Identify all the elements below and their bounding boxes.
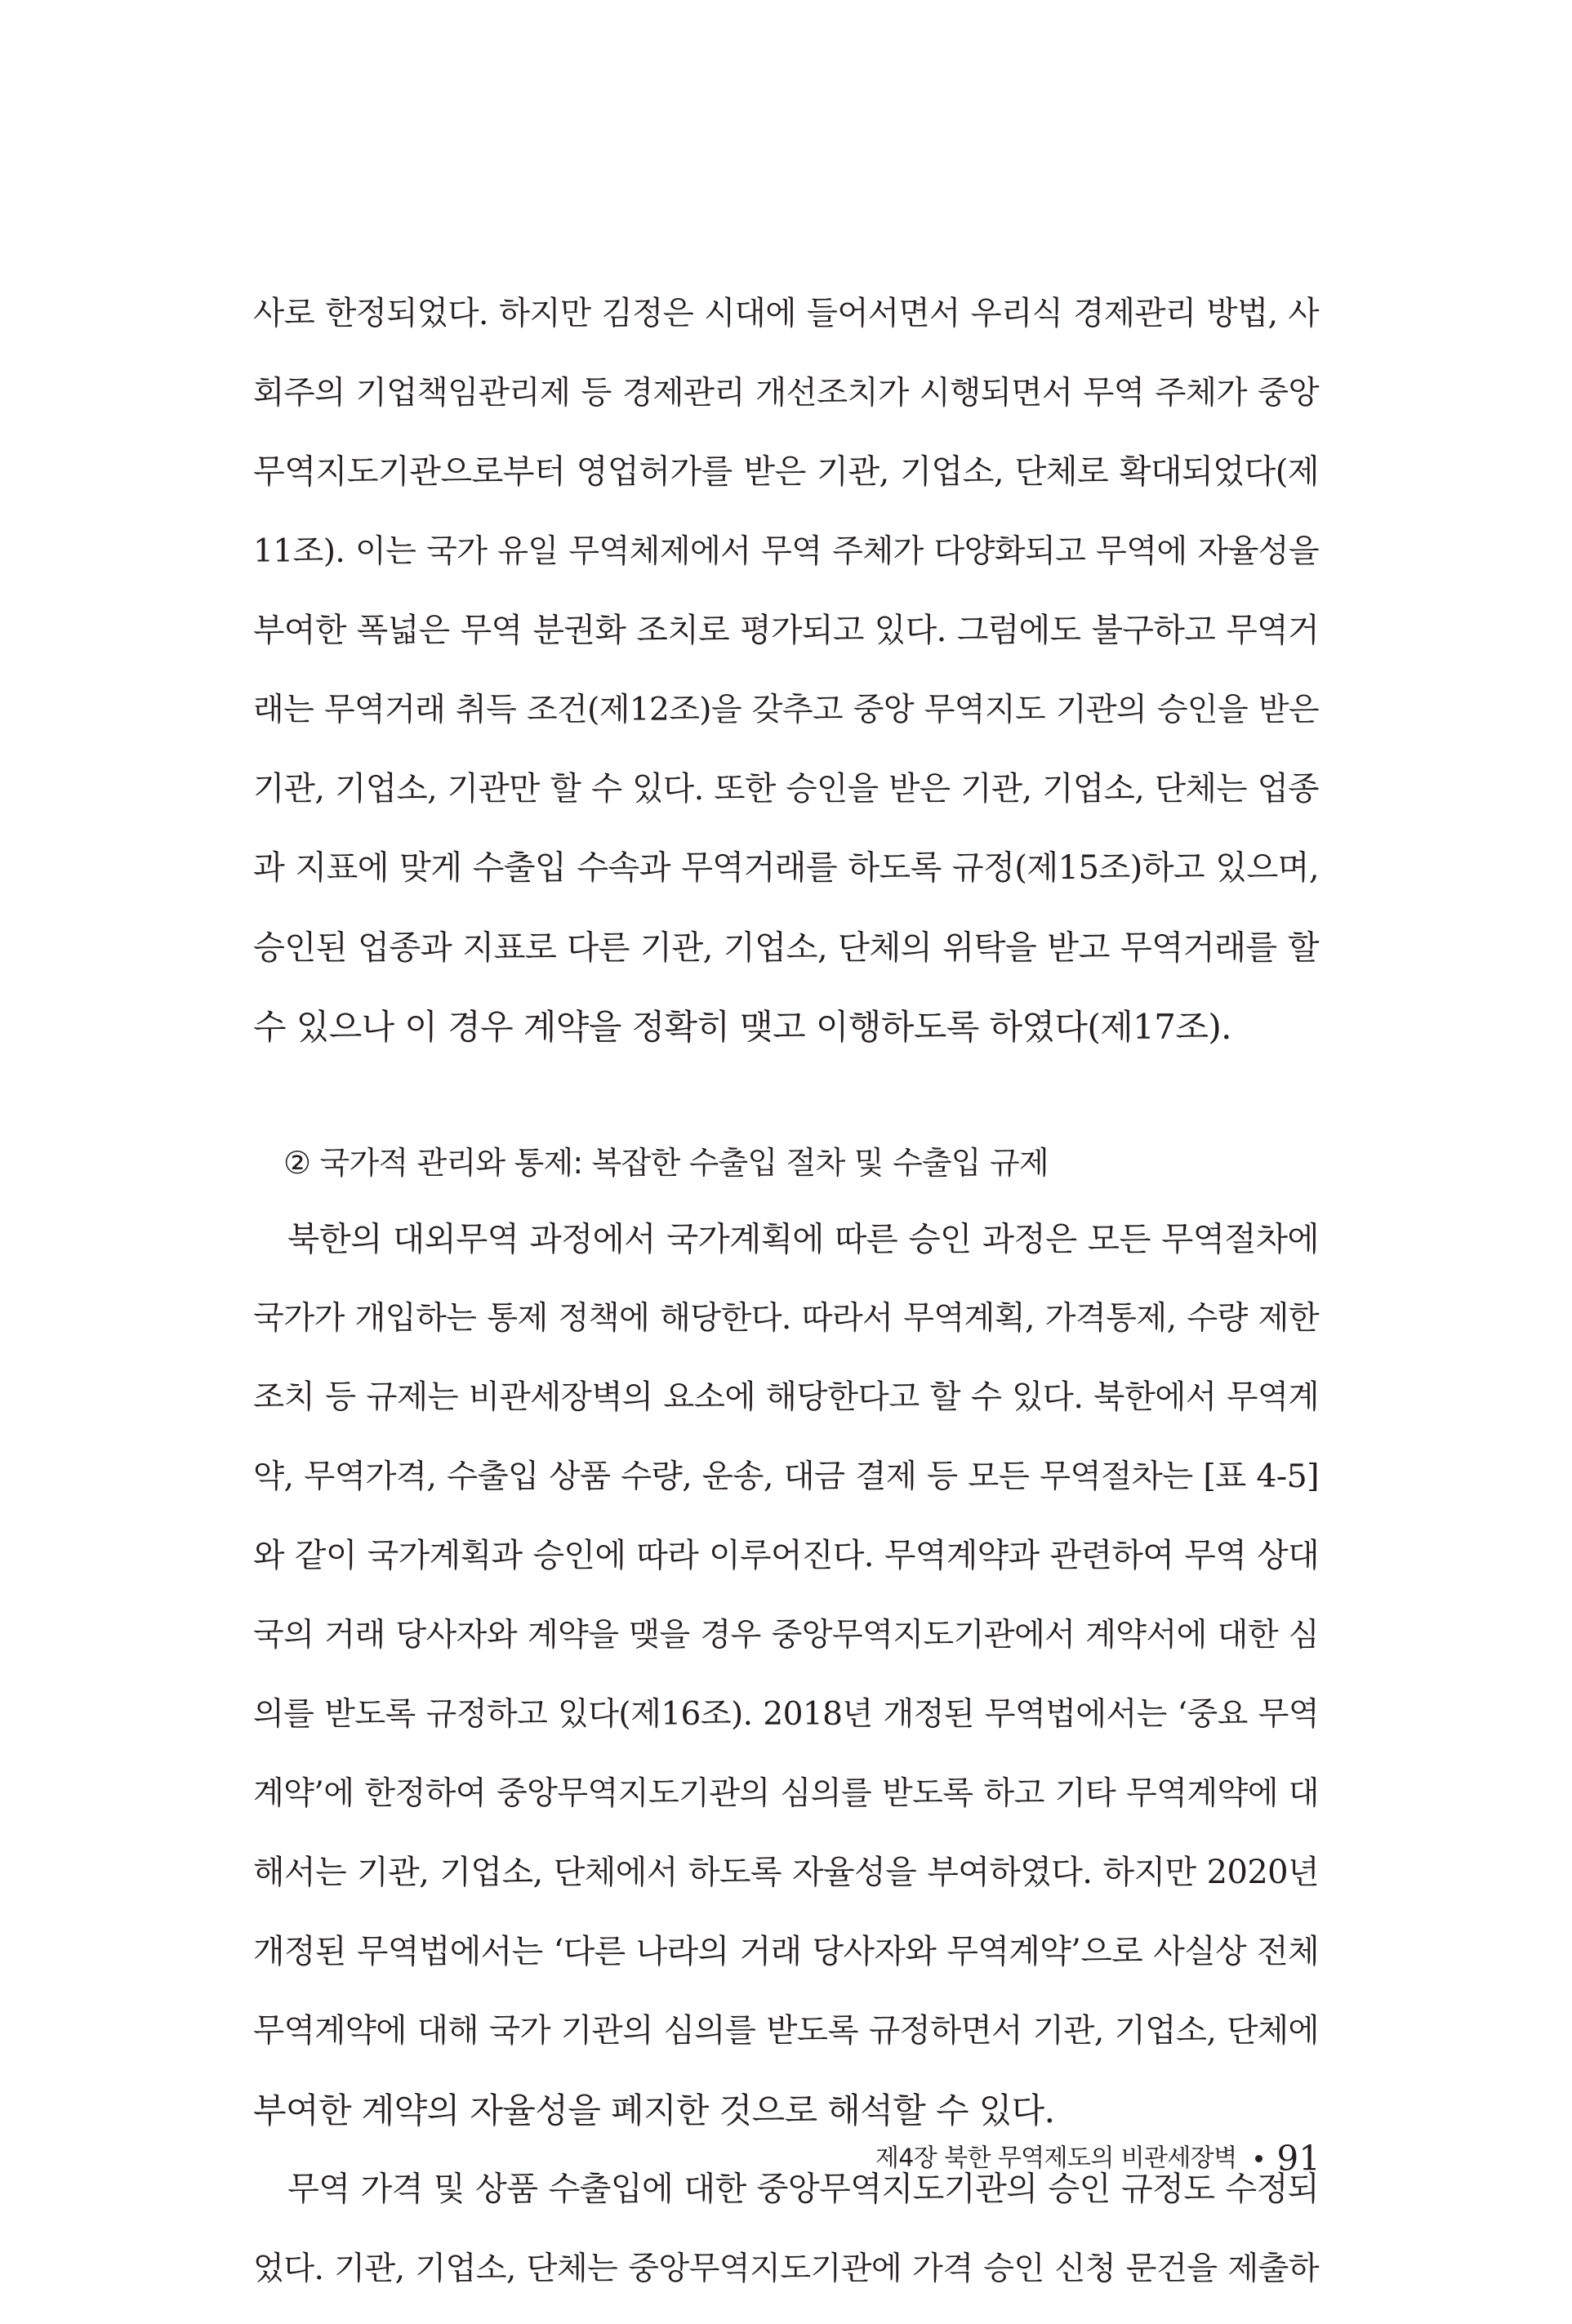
page-number: 91 bbox=[1276, 2138, 1320, 2179]
section-heading: ② 국가적 관리와 통제: 복잡한 수출입 절차 및 수출입 규제 bbox=[283, 1145, 1049, 1181]
bullet-separator bbox=[1255, 2155, 1262, 2162]
chapter-title: 제4장 북한 무역제도의 비관세장벽 bbox=[875, 2144, 1237, 2173]
text-line: 조치 등 규제는 비관세장벽의 요소에 해당한다고 할 수 있다. 북한에서 무역계 bbox=[253, 1378, 1319, 1416]
text-line: 래는 무역거래 취득 조건(제12조)을 갖추고 중앙 무역지도 기관의 승인을 받은 bbox=[253, 692, 1319, 728]
text-line: 무역계약에 대해 국가 기관의 심의를 받도록 규정하면서 기관, 기업소, 단체에 bbox=[253, 2012, 1319, 2050]
text-line: 개정된 무역법에서는 ‘다른 나라의 거래 당사자와 무역계약’으로 사실상 전체 bbox=[253, 1933, 1319, 1970]
text-line: 무역지도기관으로부터 영업허가를 받은 기관, 기업소, 단체로 확대되었다(제 bbox=[253, 453, 1319, 491]
section-spacer bbox=[253, 1066, 1319, 1126]
text-line: 수 있으나 이 경우 계약을 정확히 맺고 이행하도록 하였다(제17조). bbox=[253, 1007, 1231, 1047]
text-line: 기관, 기업소, 기관만 할 수 있다. 또한 승인을 받은 기관, 기업소, 단체는 업종 bbox=[253, 770, 1319, 808]
text-line: 회주의 기업책임관리제 등 경제관리 개선조치가 시행되면서 무역 주체가 중앙 bbox=[253, 374, 1319, 412]
text-line: 국의 거래 당사자와 계약을 맺을 경우 중앙무역지도기관에서 계약서에 대한 심 bbox=[253, 1617, 1319, 1654]
text-line: 었다. 기관, 기업소, 단체는 중앙무역지도기관에 가격 승인 신청 문건을 제출하 bbox=[253, 2251, 1319, 2287]
text-line: 부여한 폭넓은 무역 분권화 조치로 평가되고 있다. 그럼에도 불구하고 무역거 bbox=[253, 612, 1319, 649]
text-line: 과 지표에 맞게 수출입 수속과 무역거래를 하도록 규정(제15조)하고 있으며, bbox=[253, 849, 1319, 887]
text-line: 와 같이 국가계획과 승인에 따라 이루어진다. 무역계약과 관련하여 무역 상대 bbox=[253, 1537, 1319, 1574]
running-footer bbox=[875, 2134, 1320, 2183]
paragraph-1 bbox=[253, 274, 1319, 1066]
text-line: 해서는 기관, 기업소, 단체에서 하도록 자율성을 부여하였다. 하지만 2020년 bbox=[253, 1854, 1319, 1891]
text-line: 무역 가격 및 상품 수출입에 대한 중앙무역지도기관의 승인 규정도 수정되 bbox=[287, 2170, 1319, 2208]
page-body bbox=[253, 274, 1319, 2308]
text-line: 부여한 계약의 자율성을 폐지한 것으로 해석할 수 있다. bbox=[253, 2090, 1055, 2130]
text-line: 약, 무역가격, 수출입 상품 수량, 운송, 대금 결제 등 모든 무역절차는 [표 4-5] bbox=[253, 1458, 1319, 1495]
text-line: 사로 한정되었다. 하지만 김정은 시대에 들어서면서 우리식 경제관리 방법, 사 bbox=[253, 295, 1319, 332]
text-line: 북한의 대외무역 과정에서 국가계획에 따른 승인 과정은 모든 무역절차에 bbox=[287, 1219, 1319, 1258]
text-line: 승인된 업종과 지표로 다른 기관, 기업소, 단체의 위탁을 받고 무역거래를 할 bbox=[253, 928, 1319, 967]
text-line: 계약’에 한정하여 중앙무역지도기관의 심의를 받도록 하고 기타 무역계약에 대 bbox=[253, 1775, 1319, 1812]
paragraph-2 bbox=[253, 1200, 1319, 2150]
text-line: 11조). 이는 국가 유일 무역체제에서 무역 주체가 다양화되고 무역에 자율성을 bbox=[253, 533, 1319, 570]
text-line: 국가가 개입하는 통제 정책에 해당한다. 따라서 무역계획, 가격통제, 수량 제한 bbox=[253, 1300, 1319, 1337]
text-line: 의를 받도록 규정하고 있다(제16조). 2018년 개정된 무역법에서는 ‘중요 무역 bbox=[253, 1696, 1319, 1733]
